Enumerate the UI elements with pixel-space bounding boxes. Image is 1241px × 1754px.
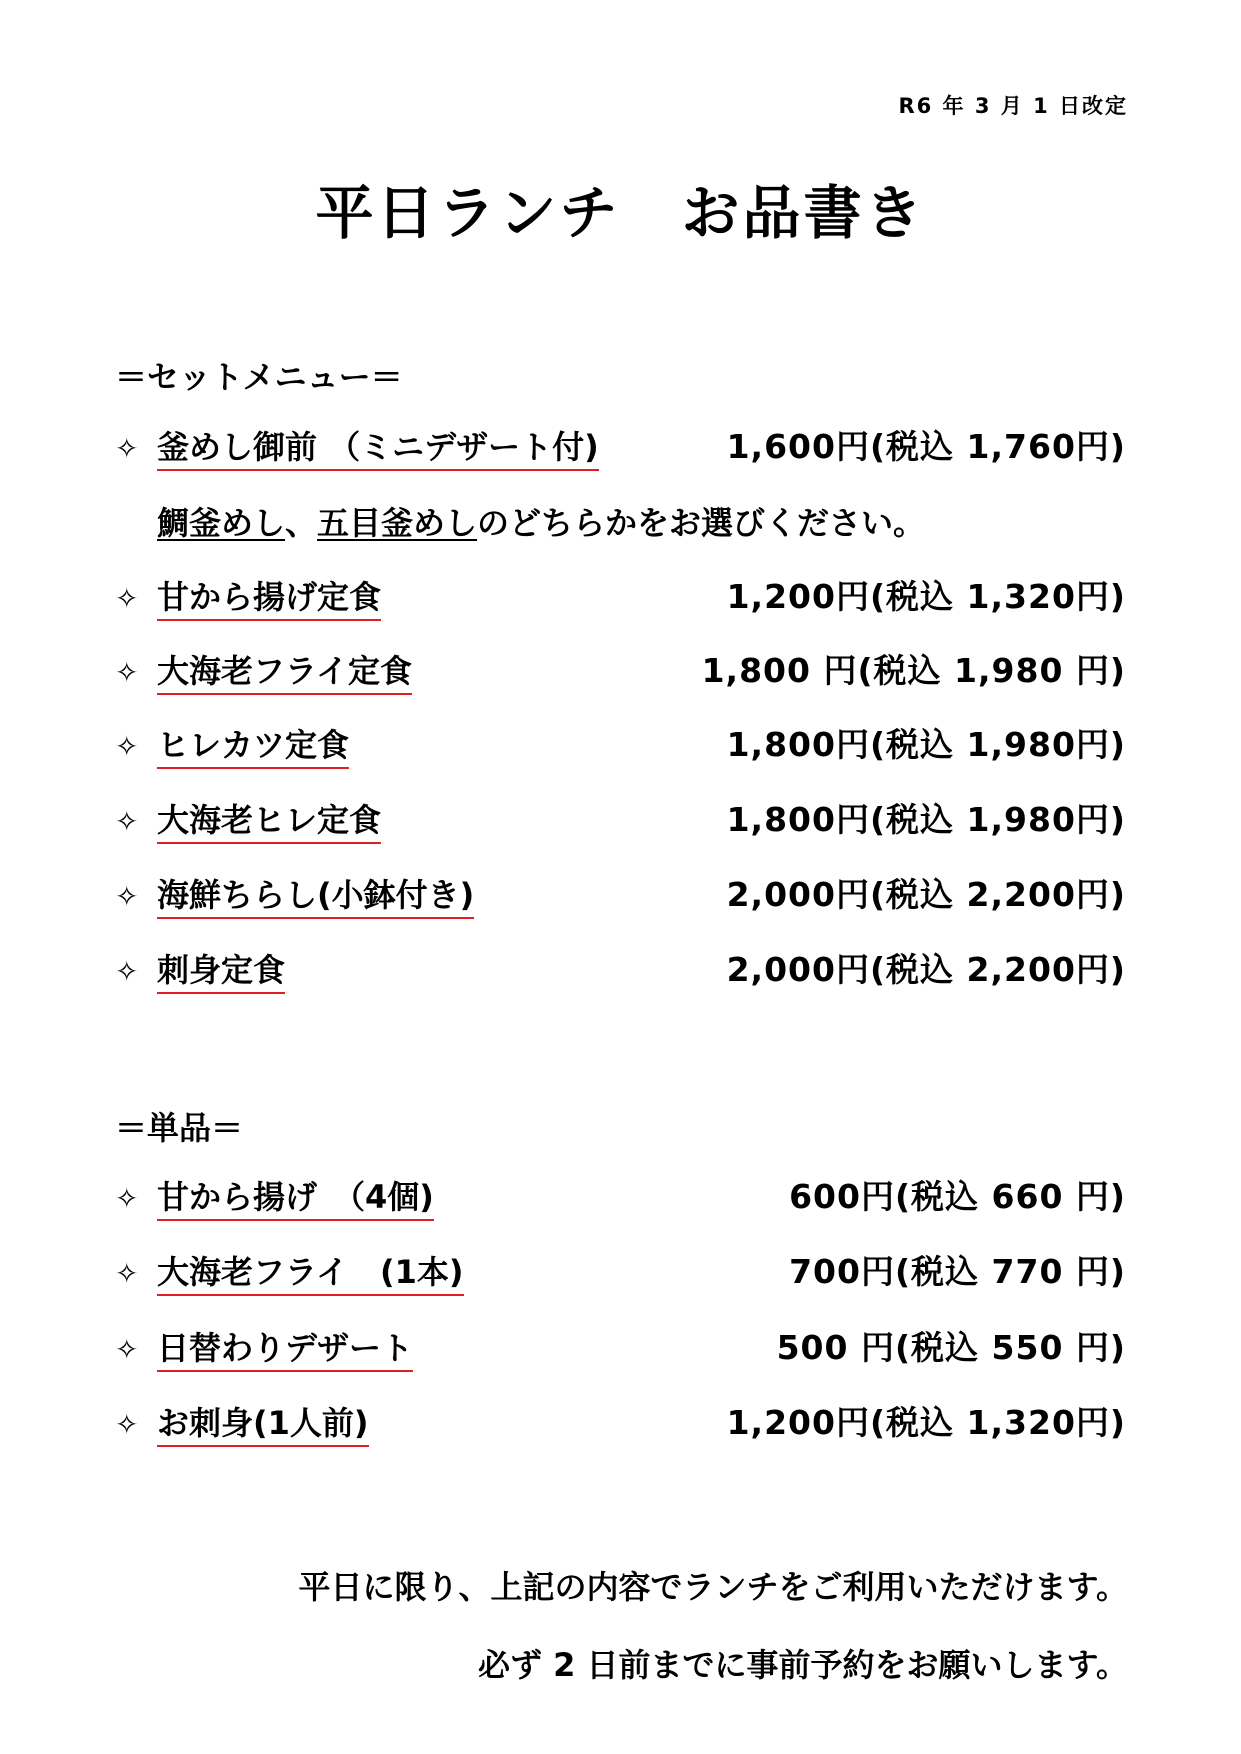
item-price: 700円(税込 770 円) (789, 1252, 1126, 1291)
item-price: 2,000円(税込 2,200円) (726, 875, 1126, 914)
weekday-notice: 平日に限り、上記の内容でランチをご利用いただけます。 (298, 1568, 1128, 1606)
sparkle-icon: ✧ (115, 1408, 139, 1441)
sparkle-icon: ✧ (115, 1333, 139, 1366)
item-name: 海鮮ちらし(小鉢付き) (157, 876, 474, 919)
menu-item-kamameshi (115, 428, 1126, 472)
choice-option: 五目釜めし (317, 504, 478, 542)
item-name: 大海老フライ (1本) (157, 1253, 464, 1296)
single-menu-heading: ＝単品＝ (115, 1109, 244, 1147)
menu-item-dessert (115, 1329, 1126, 1373)
item-price: 600円(税込 660 円) (789, 1177, 1126, 1216)
page-title: 平日ランチ お品書き (315, 179, 926, 247)
sparkle-icon: ✧ (115, 955, 139, 988)
menu-item-karaage-set (115, 578, 1126, 622)
choice-text: のどちらかをお選びください。 (477, 504, 926, 542)
choice-separator: 、 (285, 504, 318, 542)
menu-item-ebi-fry-set (115, 652, 1126, 696)
sparkle-icon: ✧ (115, 1182, 139, 1215)
item-name: 大海老フライ定食 (157, 652, 412, 695)
menu-item-sashimi-set (115, 951, 1126, 995)
item-price: 2,000円(税込 2,200円) (726, 950, 1126, 989)
choice-option: 鯛釜めし (157, 504, 286, 542)
item-name: 甘から揚げ定食 (157, 578, 381, 621)
sparkle-icon: ✧ (115, 1257, 139, 1290)
menu-item-sashimi (115, 1404, 1126, 1448)
menu-item-hirekatsu-set (115, 726, 1126, 770)
item-name: お刺身(1人前) (157, 1404, 369, 1447)
item-name: ヒレカツ定食 (157, 726, 349, 769)
menu-item-karaage (115, 1178, 1126, 1222)
item-price: 1,800円(税込 1,980円) (726, 800, 1126, 839)
item-price: 1,800円(税込 1,980円) (726, 725, 1126, 764)
menu-item-ebi-hire-set (115, 801, 1126, 845)
item-name: 甘から揚げ （4個) (157, 1178, 434, 1221)
item-name: 刺身定食 (157, 951, 285, 994)
sparkle-icon: ✧ (115, 656, 139, 689)
sparkle-icon: ✧ (115, 805, 139, 838)
item-price: 1,200円(税込 1,320円) (726, 577, 1126, 616)
menu-item-ebi-fry (115, 1253, 1126, 1297)
item-price: 1,800 円(税込 1,980 円) (701, 651, 1126, 690)
kamameshi-choice-note (157, 504, 925, 542)
set-menu-heading: ＝セットメニュー＝ (115, 358, 403, 396)
item-name: 釜めし御前 （ミニデザート付) (157, 428, 599, 471)
menu-item-kaisen-chirashi (115, 876, 1126, 920)
sparkle-icon: ✧ (115, 432, 139, 465)
sparkle-icon: ✧ (115, 582, 139, 615)
item-price: 500 円(税込 550 円) (776, 1328, 1126, 1367)
item-price: 1,200円(税込 1,320円) (726, 1403, 1126, 1442)
sparkle-icon: ✧ (115, 730, 139, 763)
revision-date: R6 年 3 月 1 日改定 (898, 94, 1128, 118)
item-name: 日替わりデザート (157, 1329, 413, 1372)
reservation-notice: 必ず 2 日前までに事前予約をお願いします。 (478, 1646, 1128, 1684)
sparkle-icon: ✧ (115, 880, 139, 913)
item-price: 1,600円(税込 1,760円) (726, 427, 1126, 466)
item-name: 大海老ヒレ定食 (157, 801, 381, 844)
